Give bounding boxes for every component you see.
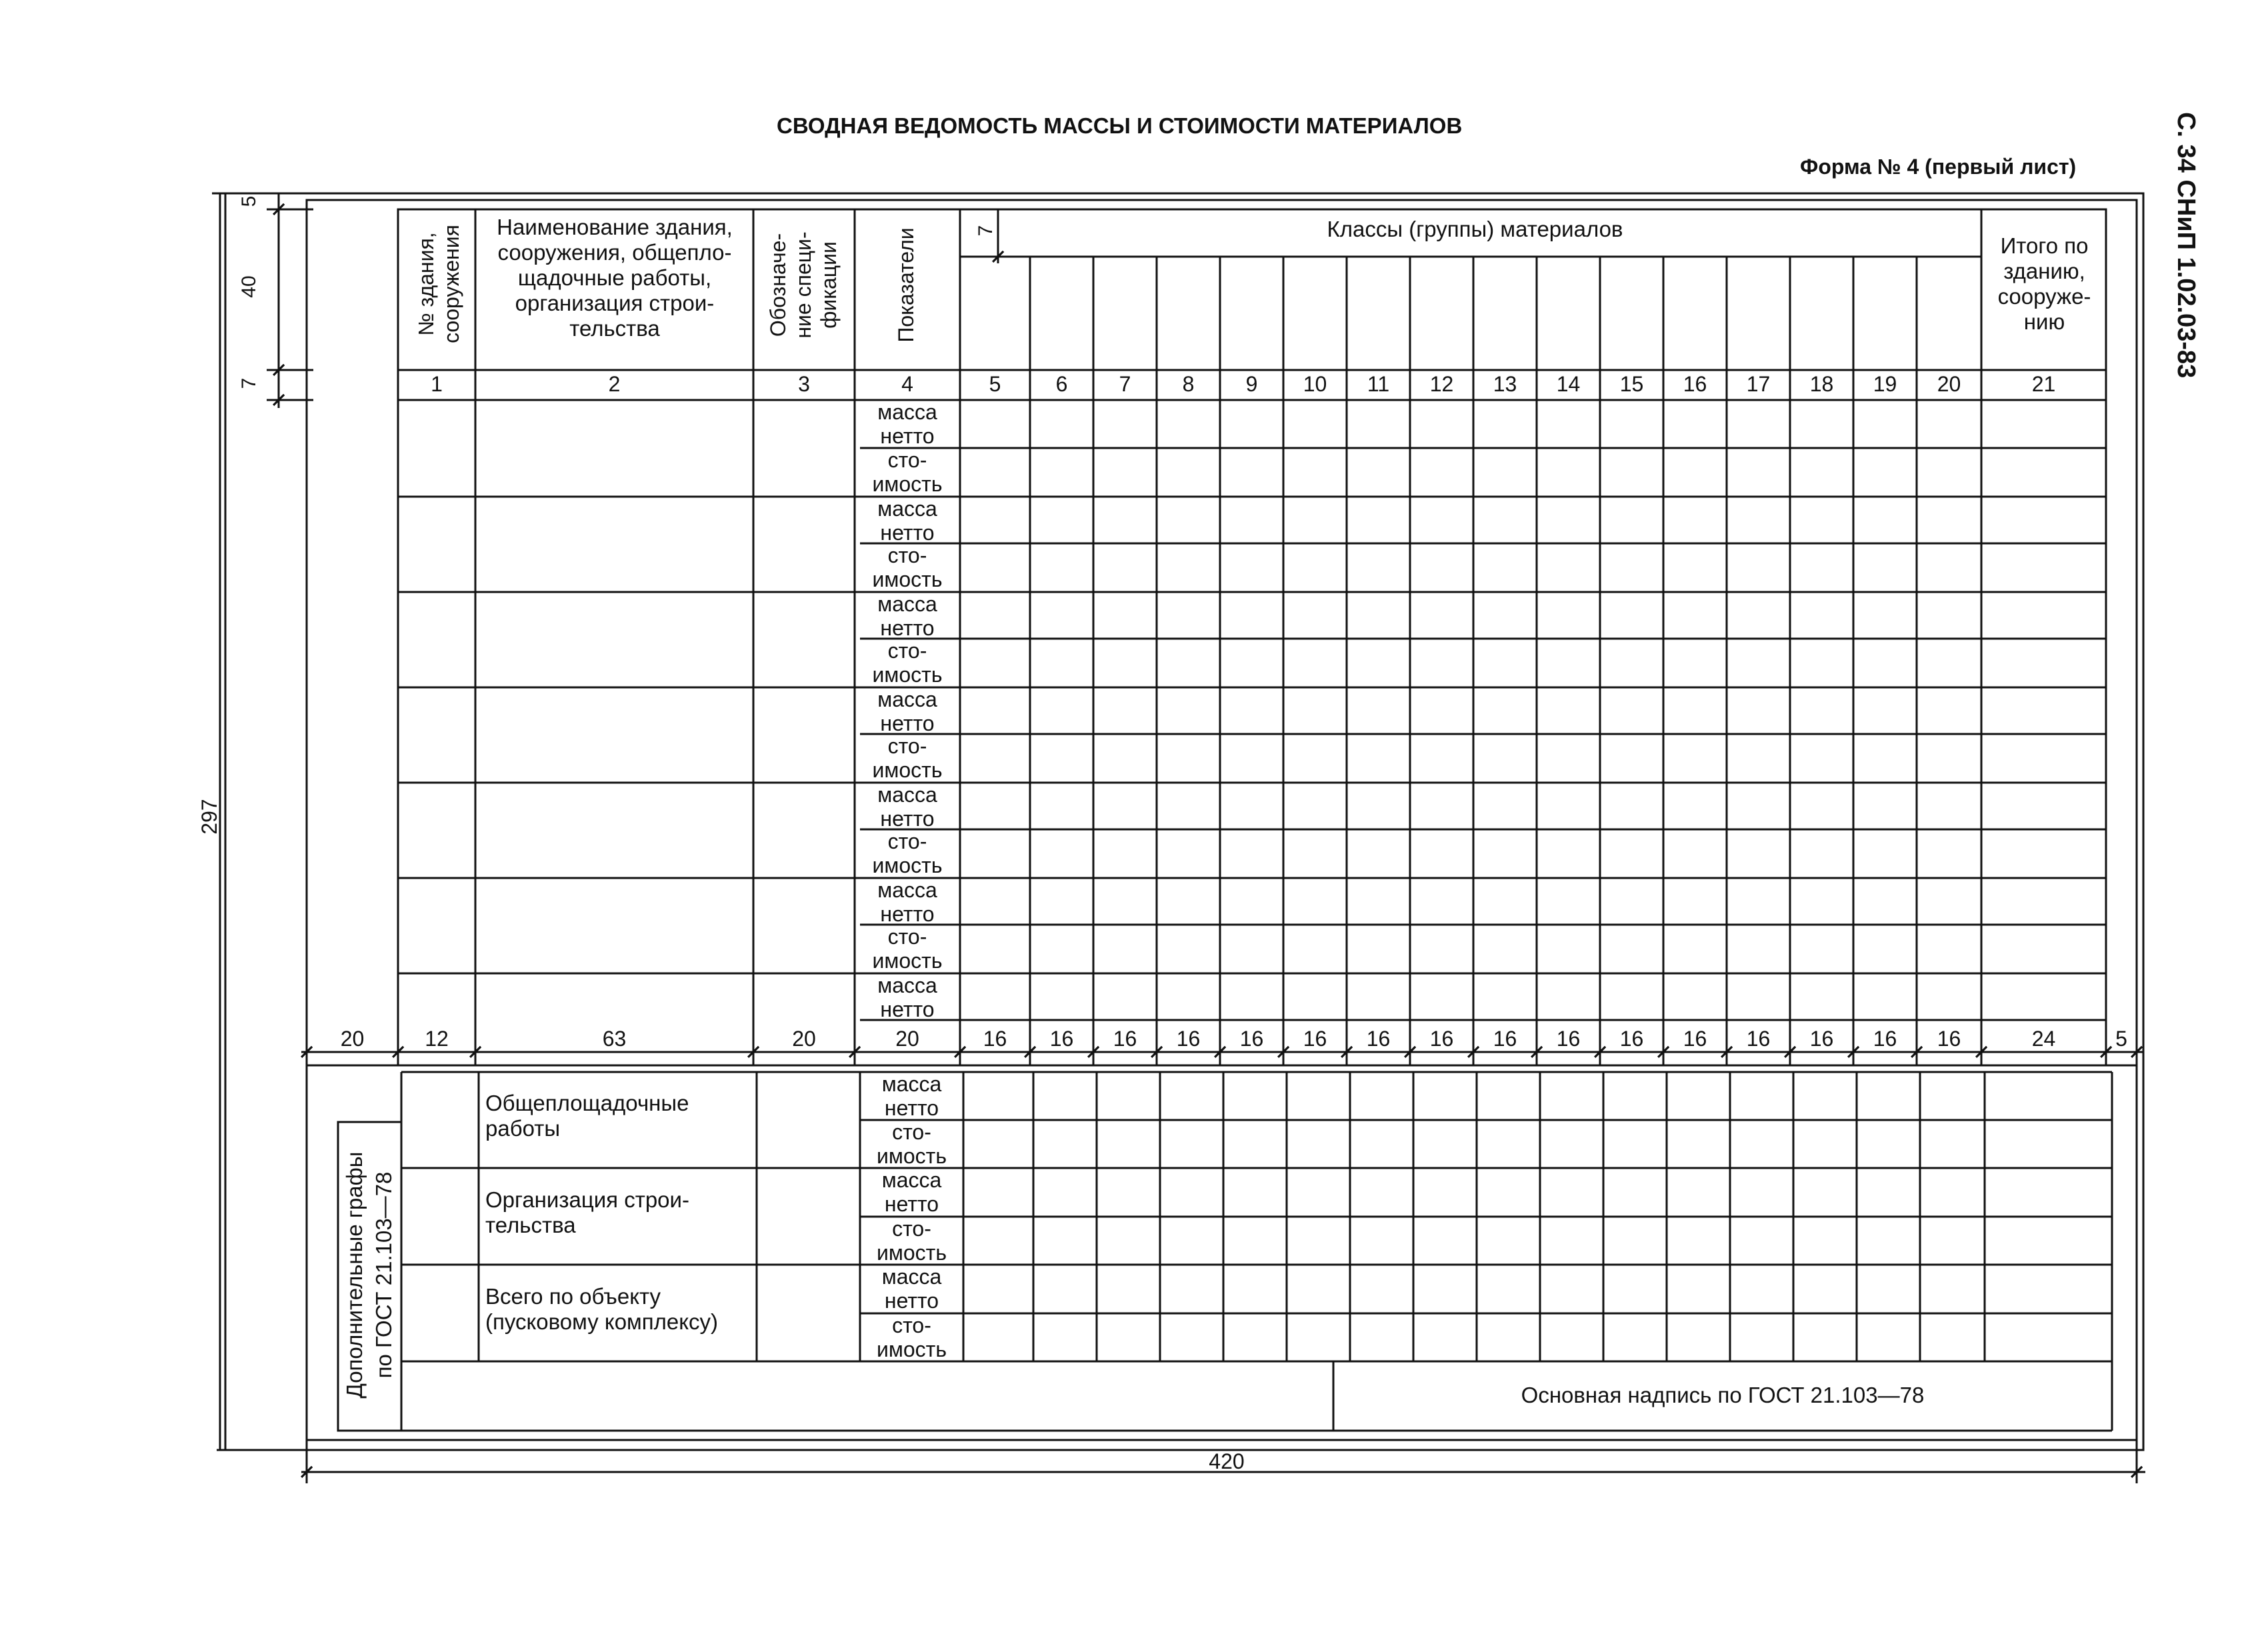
col-number: 18 (1809, 372, 1834, 396)
dim-label-297: 297 (197, 799, 221, 835)
indicator-mass: масса нетто (881, 1072, 942, 1120)
header-building-no: № здания, сооружения (414, 225, 463, 343)
dim-label-classes-7: 7 (975, 225, 997, 237)
document-title: СВОДНАЯ ВЕДОМОСТЬ МАССЫ И СТОИМОСТИ МАТЕРИАЛОВ (777, 113, 1463, 138)
dim-value: 16 (983, 1027, 1007, 1051)
indicator-mass: масса нетто (877, 497, 937, 545)
indicator-mass: масса нетто (881, 1168, 942, 1216)
dim-value: 16 (1113, 1027, 1137, 1051)
dim-value: 20 (340, 1027, 365, 1051)
dim-label-7: 7 (238, 377, 260, 389)
additional-columns-label: Дополнительные графы по ГОСТ 21.103—78 (342, 1151, 396, 1399)
title-block-note: Основная надпись по ГОСТ 21.103—78 (1521, 1383, 1925, 1407)
indicator-mass: масса нетто (877, 783, 937, 831)
dim-value: 16 (1937, 1027, 1961, 1051)
indicator-cost: сто- имость (877, 1217, 947, 1265)
dim-value: 16 (1619, 1027, 1644, 1051)
additional-row-construction-org: Организация строи- тельства (485, 1187, 689, 1237)
indicator-mass: масса нетто (877, 400, 937, 448)
col-number: 8 (1182, 372, 1195, 396)
dim-value: 16 (1429, 1027, 1454, 1051)
col-number: 5 (989, 372, 1001, 396)
col-number: 1 (431, 372, 443, 396)
indicator-cost: сто- имость (872, 448, 943, 496)
indicator-cost: сто- имость (872, 639, 943, 687)
header-building-name: Наименование здания, сооружения, общепло- щадочные работы, организация строи- тельства (497, 215, 733, 341)
col-number: 19 (1873, 372, 1897, 396)
indicator-mass: масса нетто (881, 1265, 942, 1313)
dim-value: 20 (792, 1027, 816, 1051)
indicator-mass: масса нетто (877, 687, 937, 735)
col-number: 2 (608, 372, 621, 396)
col-number: 21 (2031, 372, 2056, 396)
indicator-mass: масса нетто (877, 878, 937, 926)
dim-value: 16 (1809, 1027, 1834, 1051)
indicator-cost: сто- имость (877, 1313, 947, 1361)
additional-row-site-works: Общеплощадочные работы (485, 1091, 689, 1141)
col-number: 3 (798, 372, 810, 396)
dim-label-5: 5 (238, 195, 260, 207)
indicator-cost: сто- имость (877, 1120, 947, 1168)
header-indicators: Показатели (894, 227, 918, 343)
dim-value: 16 (1049, 1027, 1074, 1051)
dim-value: 16 (1683, 1027, 1707, 1051)
additional-row-total-object: Всего по объекту (пусковому комплексу) (485, 1284, 719, 1334)
indicator-cost: сто- имость (872, 925, 943, 973)
col-number: 15 (1619, 372, 1644, 396)
dim-label-420: 420 (1209, 1449, 1245, 1473)
dim-value: 16 (1746, 1027, 1771, 1051)
dim-value: 16 (1873, 1027, 1897, 1051)
dim-label-40: 40 (238, 275, 260, 298)
page-reference: С. 34 СНиП 1.02.03-83 (2172, 112, 2200, 379)
dim-value: 16 (1303, 1027, 1327, 1051)
header-spec-designation: Обозначе- ние специ- фикации (766, 231, 841, 339)
dim-value: 20 (895, 1027, 919, 1051)
dim-value: 5 (2115, 1027, 2127, 1051)
col-number: 7 (1119, 372, 1131, 396)
main-row-lines (398, 448, 2106, 1020)
col-number: 4 (901, 372, 913, 396)
indicator-mass: масса нетто (877, 973, 937, 1021)
col-number: 16 (1683, 372, 1707, 396)
col-number: 20 (1937, 372, 1961, 396)
dim-value: 16 (1239, 1027, 1264, 1051)
col-number: 14 (1556, 372, 1581, 396)
col-number: 13 (1493, 372, 1517, 396)
dim-value: 24 (2031, 1027, 2056, 1051)
header-total: Итого по зданию, сооруже- нию (1997, 233, 2091, 334)
col-number: 10 (1303, 372, 1327, 396)
indicator-cost: сто- имость (872, 829, 943, 877)
col-number: 6 (1055, 372, 1068, 396)
col-number: 12 (1429, 372, 1454, 396)
col-number: 11 (1367, 372, 1390, 396)
dim-value: 16 (1176, 1027, 1201, 1051)
dim-value: 63 (602, 1027, 627, 1051)
indicator-mass: масса нетто (877, 592, 937, 640)
dim-value: 12 (425, 1027, 449, 1051)
dim-value: 16 (1493, 1027, 1517, 1051)
col-number: 17 (1746, 372, 1771, 396)
dim-value: 16 (1366, 1027, 1391, 1051)
header-material-classes: Классы (группы) материалов (1327, 217, 1623, 241)
indicator-cost: сто- имость (872, 543, 943, 591)
form-label: Форма № 4 (первый лист) (1800, 155, 2077, 179)
dim-value: 16 (1556, 1027, 1581, 1051)
col-number: 9 (1245, 372, 1258, 396)
indicator-cost: сто- имость (872, 734, 943, 782)
